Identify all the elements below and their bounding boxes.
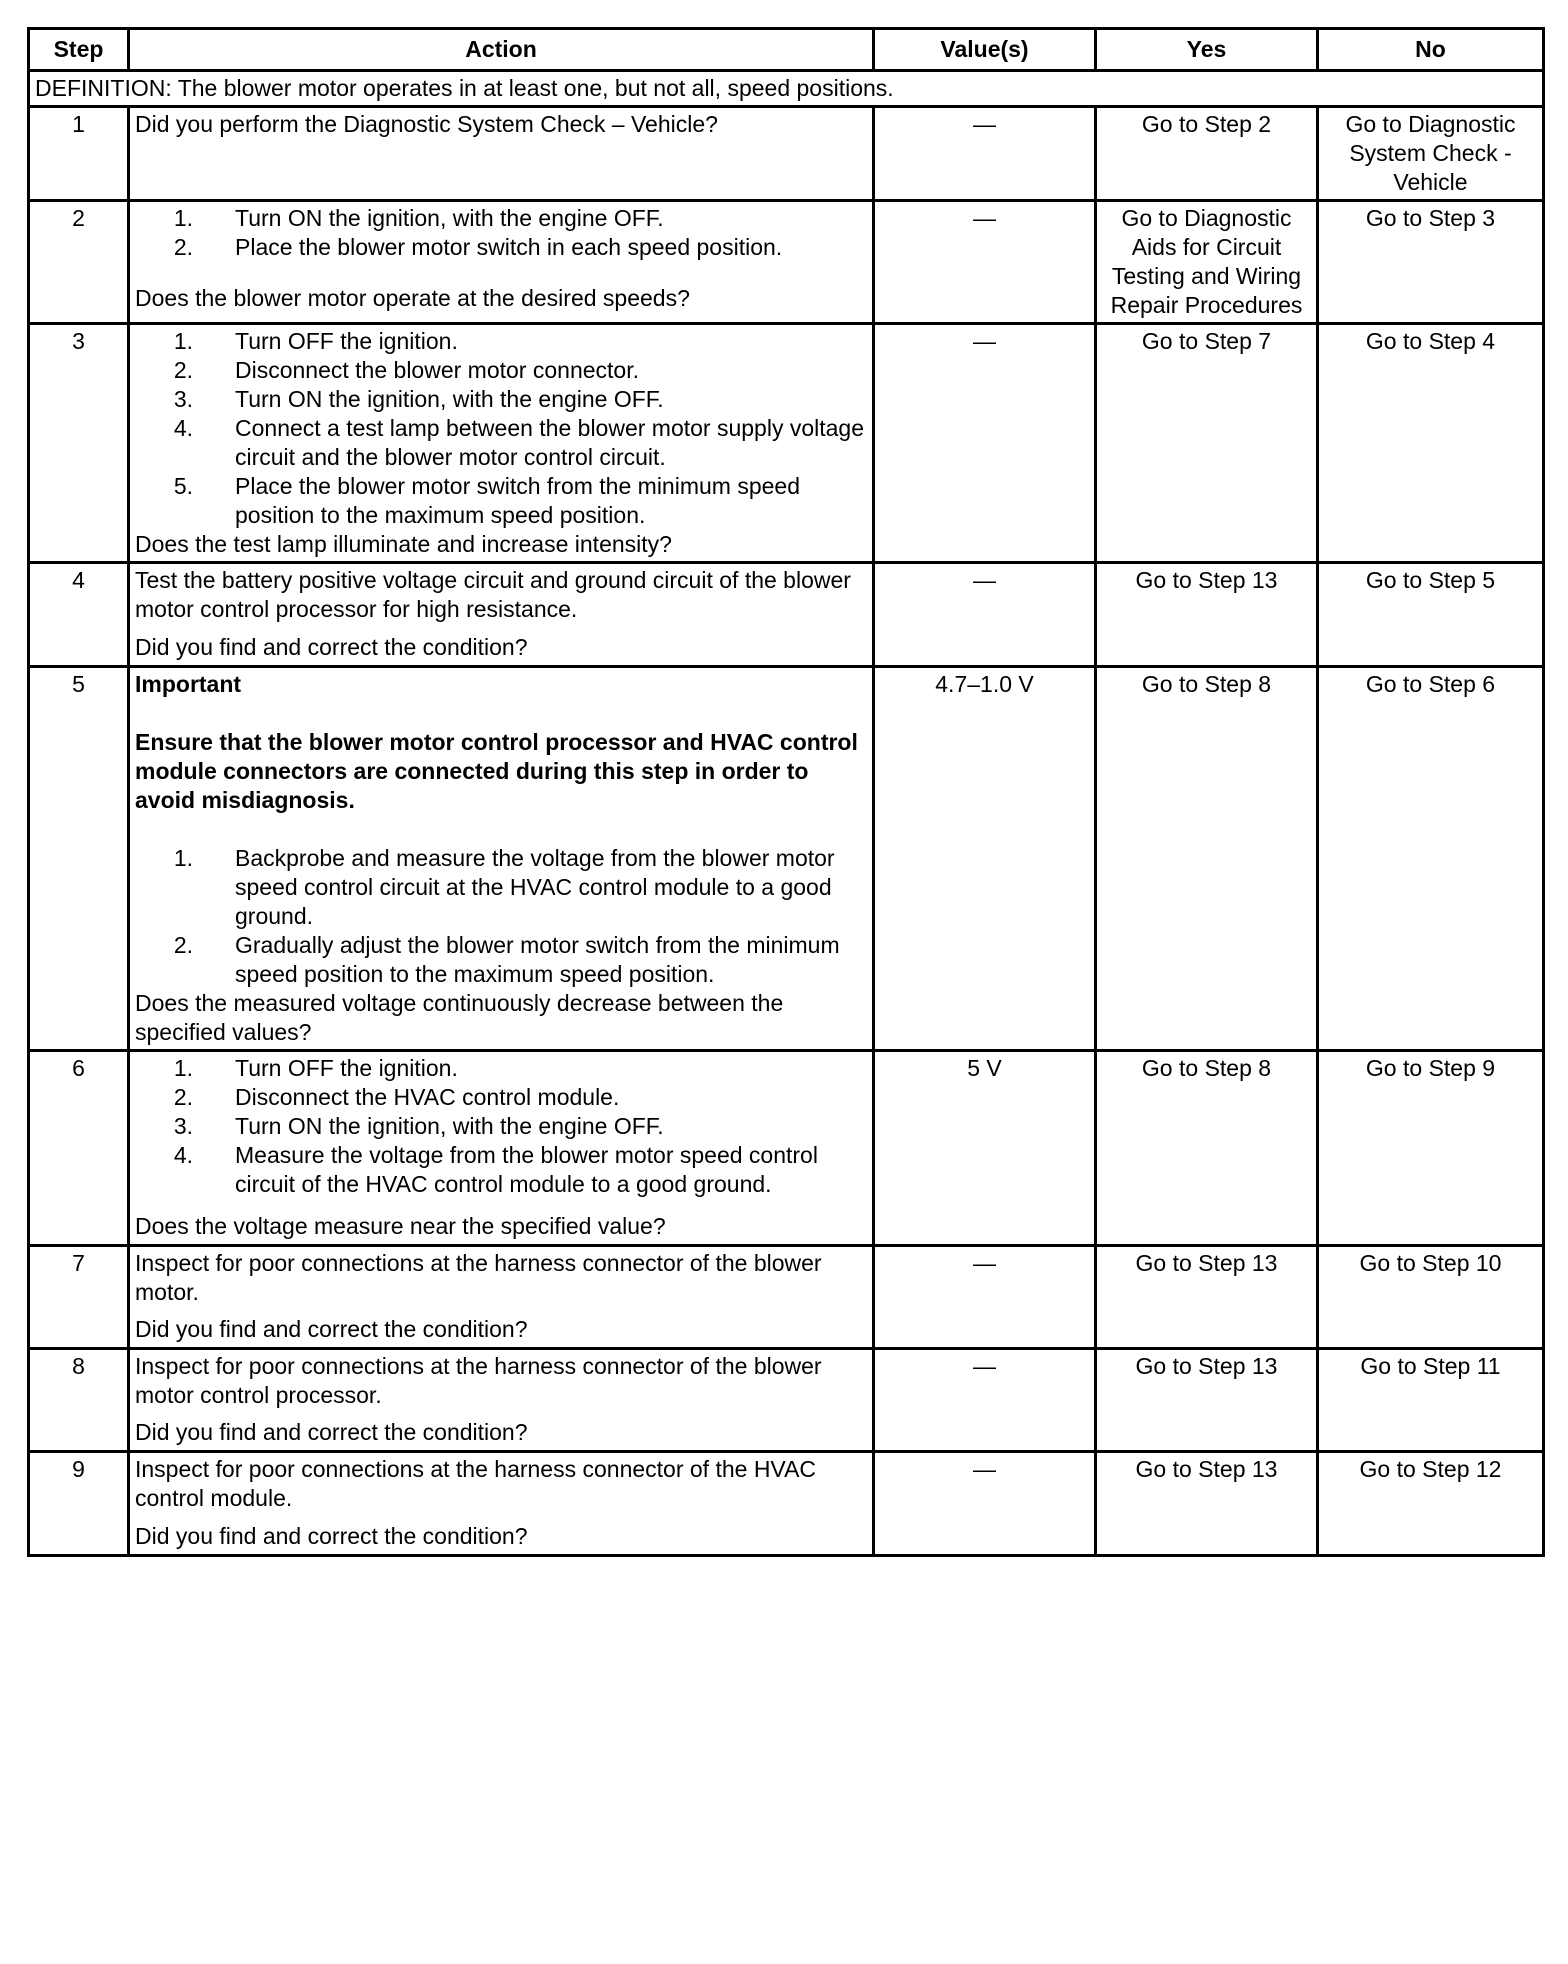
action-cell	[129, 563, 874, 667]
action-step	[135, 356, 867, 385]
action-cell	[129, 107, 874, 201]
step-text: Turn ON the ignition, with the engine OFF.	[235, 205, 664, 231]
action-top	[135, 566, 867, 624]
step-number: 2	[29, 201, 129, 324]
yes-cell: Go to Step 13	[1096, 1246, 1318, 1349]
step-index: 2.	[173, 1084, 193, 1110]
table-row	[29, 1051, 1544, 1246]
action-question: Did you find and correct the condition?	[135, 1316, 528, 1342]
action-question: Did you find and correct the condition?	[135, 1523, 528, 1549]
value-cell: —	[874, 1246, 1096, 1349]
action-question: Does the test lamp illuminate and increase intensity?	[135, 531, 672, 557]
table-row	[29, 1349, 1544, 1452]
action-step	[135, 1112, 867, 1141]
no-cell: Go to Step 4	[1318, 324, 1544, 563]
value-cell: —	[874, 1349, 1096, 1452]
value-cell: —	[874, 324, 1096, 563]
action-content	[135, 1249, 867, 1344]
step-number: 6	[29, 1051, 129, 1246]
value-cell: —	[874, 107, 1096, 201]
step-text: Place the blower motor switch from the minimum speed position to the maximum speed position.	[235, 473, 800, 528]
action-steps	[135, 327, 867, 530]
action-steps	[135, 844, 867, 989]
action-content	[135, 670, 867, 1047]
table-row	[29, 563, 1544, 667]
action-text: Inspect for poor connections at the harness connector of the blower motor.	[135, 1250, 822, 1305]
action-content	[135, 327, 867, 559]
table-row	[29, 1246, 1544, 1349]
action-steps	[135, 1054, 867, 1199]
action-content	[135, 204, 867, 313]
action-step	[135, 1083, 867, 1112]
value-cell: —	[874, 201, 1096, 324]
action-text: Inspect for poor connections at the harness connector of the HVAC control module.	[135, 1456, 817, 1511]
definition-text: DEFINITION: The blower motor operates in at least one, but not all, speed positions.	[29, 71, 1544, 107]
step-index: 4.	[173, 415, 193, 441]
yes-cell: Go to Step 13	[1096, 1452, 1318, 1556]
table-row	[29, 667, 1544, 1051]
step-text: Disconnect the blower motor connector.	[235, 357, 639, 383]
action-step	[135, 844, 867, 931]
action-top	[135, 204, 867, 262]
yes-cell: Go to Step 7	[1096, 324, 1318, 563]
action-top	[135, 327, 867, 530]
yes-cell: Go to Step 8	[1096, 667, 1318, 1051]
header-values: Value(s)	[874, 29, 1096, 71]
header-row	[29, 29, 1544, 71]
no-cell: Go to Step 11	[1318, 1349, 1544, 1452]
action-text: Did you perform the Diagnostic System Check – Vehicle?	[135, 111, 718, 137]
step-number: 3	[29, 324, 129, 563]
action-content	[135, 110, 867, 195]
action-step	[135, 385, 867, 414]
action-question: Did you find and correct the condition?	[135, 1419, 528, 1445]
important-text: Ensure that the blower motor control processor and HVAC control module connectors are connected during this step in order to avoid misdiagnosis.	[135, 729, 858, 813]
action-text: Inspect for poor connections at the harness connector of the blower motor control processor.	[135, 1353, 822, 1408]
step-index: 4.	[173, 1142, 193, 1168]
action-top	[135, 1352, 867, 1410]
step-number: 9	[29, 1452, 129, 1556]
step-index: 5.	[173, 473, 193, 499]
action-cell	[129, 1246, 874, 1349]
step-number: 4	[29, 563, 129, 667]
action-content	[135, 1054, 867, 1241]
action-content	[135, 1352, 867, 1447]
action-content	[135, 1455, 867, 1551]
action-cell	[129, 201, 874, 324]
action-cell	[129, 1349, 874, 1452]
step-index: 1.	[173, 1055, 193, 1081]
action-step	[135, 472, 867, 530]
no-cell: Go to Step 3	[1318, 201, 1544, 324]
action-step	[135, 931, 867, 989]
diagnostic-table	[27, 27, 1545, 1557]
step-text: Turn ON the ignition, with the engine OFF.	[235, 386, 664, 412]
step-index: 2.	[173, 357, 193, 383]
yes-cell: Go to Diagnostic Aids for Circuit Testing and Wiring Repair Procedures	[1096, 201, 1318, 324]
header-action: Action	[129, 29, 874, 71]
step-text: Place the blower motor switch in each speed position.	[235, 234, 783, 260]
step-number: 7	[29, 1246, 129, 1349]
action-top	[135, 1249, 867, 1307]
yes-cell: Go to Step 2	[1096, 107, 1318, 201]
action-question: Did you find and correct the condition?	[135, 634, 528, 660]
action-steps	[135, 204, 867, 262]
no-cell: Go to Step 5	[1318, 563, 1544, 667]
step-index: 1.	[173, 328, 193, 354]
value-cell: 4.7–1.0 V	[874, 667, 1096, 1051]
step-text: Connect a test lamp between the blower motor supply voltage circuit and the blower motor control circuit.	[235, 415, 865, 470]
no-cell: Go to Diagnostic System Check - Vehicle	[1318, 107, 1544, 201]
step-number: 8	[29, 1349, 129, 1452]
no-cell: Go to Step 9	[1318, 1051, 1544, 1246]
yes-cell: Go to Step 13	[1096, 1349, 1318, 1452]
action-step	[135, 327, 867, 356]
action-cell	[129, 667, 874, 1051]
step-text: Turn OFF the ignition.	[235, 328, 458, 354]
step-index: 1.	[173, 845, 193, 871]
definition-row	[29, 71, 1544, 107]
action-text: Test the battery positive voltage circuit and ground circuit of the blower motor control processor for high resistance.	[135, 567, 851, 622]
action-question: Does the blower motor operate at the desired speeds?	[135, 285, 690, 311]
step-index: 3.	[173, 1113, 193, 1139]
table-row	[29, 1452, 1544, 1556]
yes-cell: Go to Step 13	[1096, 563, 1318, 667]
action-cell	[129, 324, 874, 563]
action-top	[135, 1054, 867, 1199]
value-cell: —	[874, 563, 1096, 667]
action-content	[135, 566, 867, 662]
step-index: 3.	[173, 386, 193, 412]
step-text: Backprobe and measure the voltage from the blower motor speed control circuit at the HVAC control module to a good ground.	[235, 845, 835, 929]
value-cell: 5 V	[874, 1051, 1096, 1246]
action-question: Does the measured voltage continuously decrease between the specified values?	[135, 990, 784, 1045]
table-row	[29, 324, 1544, 563]
no-cell: Go to Step 12	[1318, 1452, 1544, 1556]
table-row	[29, 107, 1544, 201]
step-text: Measure the voltage from the blower motor speed control circuit of the HVAC control module to a good ground.	[235, 1142, 818, 1197]
step-index: 2.	[173, 234, 193, 260]
action-step	[135, 1054, 867, 1083]
table-row	[29, 201, 1544, 324]
no-cell: Go to Step 10	[1318, 1246, 1544, 1349]
step-text: Disconnect the HVAC control module.	[235, 1084, 620, 1110]
step-text: Turn ON the ignition, with the engine OFF.	[235, 1113, 664, 1139]
action-cell	[129, 1051, 874, 1246]
action-step	[135, 1141, 867, 1199]
step-index: 1.	[173, 205, 193, 231]
step-text: Turn OFF the ignition.	[235, 1055, 458, 1081]
action-top	[135, 1455, 867, 1513]
value-cell: —	[874, 1452, 1096, 1556]
action-top	[135, 670, 867, 989]
action-step	[135, 204, 867, 233]
action-cell	[129, 1452, 874, 1556]
yes-cell: Go to Step 8	[1096, 1051, 1318, 1246]
header-no: No	[1318, 29, 1544, 71]
header-yes: Yes	[1096, 29, 1318, 71]
action-step	[135, 233, 867, 262]
no-cell: Go to Step 6	[1318, 667, 1544, 1051]
important-label: Important	[135, 671, 242, 697]
step-text: Gradually adjust the blower motor switch from the minimum speed position to the maximum speed position.	[235, 932, 840, 987]
header-step: Step	[29, 29, 129, 71]
action-top	[135, 110, 867, 139]
step-index: 2.	[173, 932, 193, 958]
step-number: 5	[29, 667, 129, 1051]
step-number: 1	[29, 107, 129, 201]
action-question: Does the voltage measure near the specified value?	[135, 1213, 666, 1239]
action-step	[135, 414, 867, 472]
